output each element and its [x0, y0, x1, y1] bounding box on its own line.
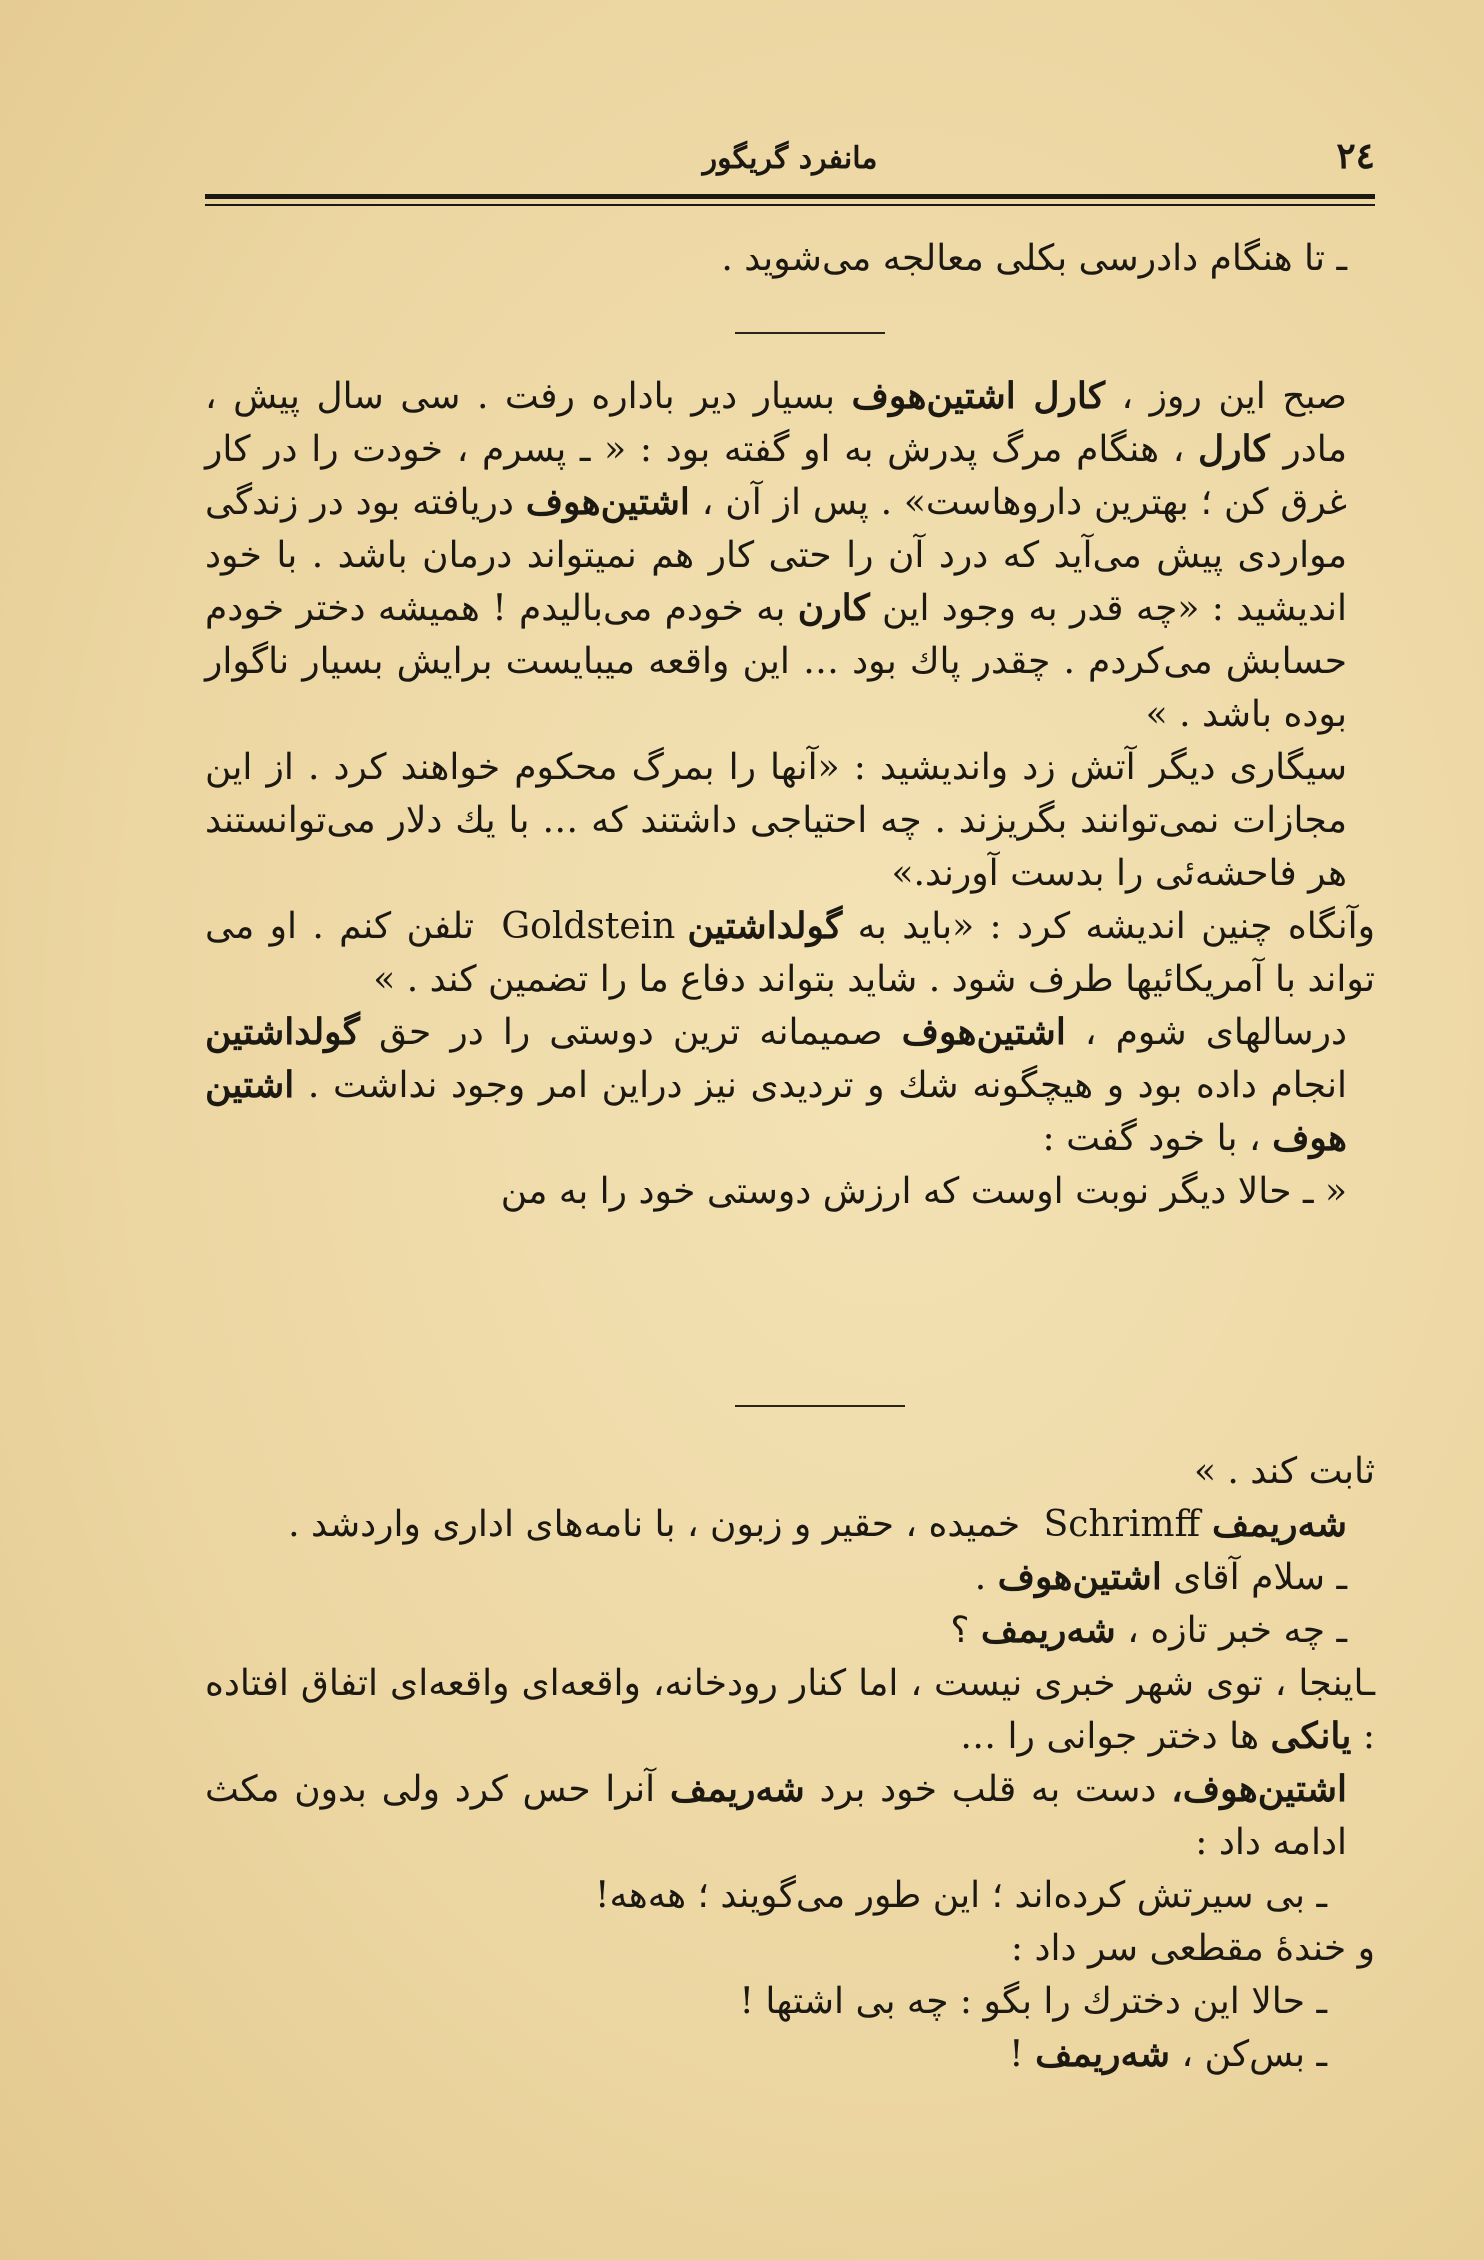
paragraph	[205, 900, 1375, 1006]
text-run: صبح این روز ،	[1105, 376, 1347, 417]
text-block-middle	[205, 370, 1375, 1218]
latin-name-schrimff: Schrimff	[1043, 1504, 1201, 1545]
text-run: ـاینجا ، توی شهر خبری نیست ، اما کنار رودخانه، واقعه‌ای واقعه‌ای اتفاق افتاده :	[205, 1663, 1375, 1757]
name-goldstein: گولداشتین	[687, 905, 843, 947]
text-run: ـ بس‌کن ،	[1170, 2034, 1327, 2075]
text-run: دست به قلب خود برد	[804, 1769, 1172, 1810]
paragraph	[205, 1006, 1375, 1165]
text-run: ـ چه خبر تازه ،	[1115, 1610, 1347, 1651]
paragraph: « ـ حالا دیگر نوبت اوست که ارزش دوستی خود را به من	[500, 1171, 1347, 1212]
header-rule-thin	[205, 204, 1375, 206]
dialog-line	[205, 2028, 1375, 2081]
running-head: مانفرد گریگور	[702, 141, 878, 176]
text-run: ها دختر جوانی را …	[960, 1716, 1271, 1757]
name-schrimff: شه‌ریمف	[980, 1609, 1116, 1651]
header-rule-thick	[205, 194, 1375, 199]
name-steinhof: اشتین‌هوف	[525, 481, 690, 523]
name-steinhof: اشتین‌هوف	[901, 1011, 1066, 1053]
text-run: ؟	[950, 1610, 981, 1651]
page-header	[205, 135, 1375, 185]
text-run: بسیار دیر باداره رفت . سی سال پیش ، مادر	[205, 376, 1347, 470]
name-steinhof: اشتین‌هوف	[997, 1556, 1162, 1598]
name-schrimff: شه‌ریمف	[1212, 1503, 1347, 1545]
name-steinhof: اشتین‌هوف،	[1171, 1768, 1347, 1810]
text-run: ، با خود گفت :	[1042, 1118, 1273, 1159]
paragraph: ثابت کند . »	[1193, 1451, 1375, 1492]
name-schrimff: شه‌ریمف	[669, 1768, 805, 1810]
text-block-bottom	[205, 1445, 1375, 2081]
text-run: !	[1009, 2034, 1036, 2075]
name-goldstein: گولداشتین	[205, 1011, 360, 1053]
name-yankee: یانکی	[1270, 1715, 1352, 1757]
name-schrimff: شه‌ریمف	[1035, 2033, 1171, 2075]
paragraph	[205, 1657, 1375, 1763]
dialog-line: ـ بی سیرتش کرده‌اند ؛ این طور می‌گویند ؛ هه‌هه!	[595, 1875, 1327, 1916]
paragraph	[205, 1498, 1375, 1551]
name-karl: کارل	[1198, 428, 1270, 470]
name-karen: کارن	[797, 587, 870, 629]
page-break-divider	[735, 1405, 905, 1407]
text-block-top	[205, 232, 1375, 285]
paragraph	[205, 1763, 1375, 1869]
dialog-line: ـ حالا این دخترك را بگو : چه بی اشتها !	[739, 1981, 1327, 2022]
text-run: انجام داده بود و هیچگونه شك و تردیدی نیز دراین امر وجود نداشت .	[294, 1065, 1347, 1106]
dialog-line: ـ تا هنگام دادرسی بکلی معالجه می‌شوید .	[721, 238, 1347, 279]
paragraph: سیگاری دیگر آتش زد واندیشید : «آنها را بمرگ محکوم خواهند کرد . از این مجازات نمی‌توانند بگریزند . چه احتیاجی داشتند که … با یك دلار می‌توانستند هر فاحشه‌ئی را بدست آورند.»	[205, 747, 1347, 894]
dialog-line	[205, 1604, 1375, 1657]
paragraph: و خندهٔ مقطعی سر داد :	[1010, 1928, 1375, 1969]
text-run: صمیمانه ترین دوستی را در حق	[359, 1012, 902, 1053]
text-run: به خودم می‌بالیدم ! همیشه دختر خودم حسابش می‌کردم . چقدر پاك بود … این واقعه میبایست برایش بسیار ناگوار بوده باشد . »	[205, 588, 1347, 735]
latin-name-goldstein: Goldstein	[501, 906, 676, 947]
text-run: ـ سلام آقای	[1161, 1557, 1347, 1598]
page-number: ۲٤	[1336, 135, 1375, 177]
section-divider	[735, 332, 885, 334]
name-karl-steinhof: کارل اشتین‌هوف	[851, 375, 1105, 417]
text-run: تلفن کنم . او می تواند با آمریکائیها طرف شود . شاید بتواند دفاع ما را تضمین کند . »	[205, 906, 1375, 1000]
text-run: وآنگاه چنین اندیشه کرد : «باید به	[842, 906, 1375, 947]
text-run: درسالهای شوم ،	[1065, 1012, 1347, 1053]
text-run: آنرا حس کرد ولی بدون مکث ادامه داد :	[205, 1769, 1347, 1863]
text-run: خمیده ، حقیر و زبون ، با نامه‌های اداری واردشد .	[288, 1504, 1032, 1545]
text-run: دریافته بود در زندگی مواردی پیش می‌آید که درد آن را حتی کار هم نمیتواند درمان باشد . با خود اندیشید : «چه قدر به وجود این	[205, 482, 1347, 629]
text-run: ، هنگام مرگ پدرش به او گفته بود : « ـ پسرم ، خودت را در کار غرق کن ؛ بهترین داروهاست» . پس از آن ،	[205, 429, 1348, 523]
name-steinhof: اشتین هوف	[205, 1064, 1347, 1159]
dialog-line	[205, 1551, 1375, 1604]
paragraph	[205, 370, 1375, 741]
text-run: .	[974, 1557, 998, 1598]
